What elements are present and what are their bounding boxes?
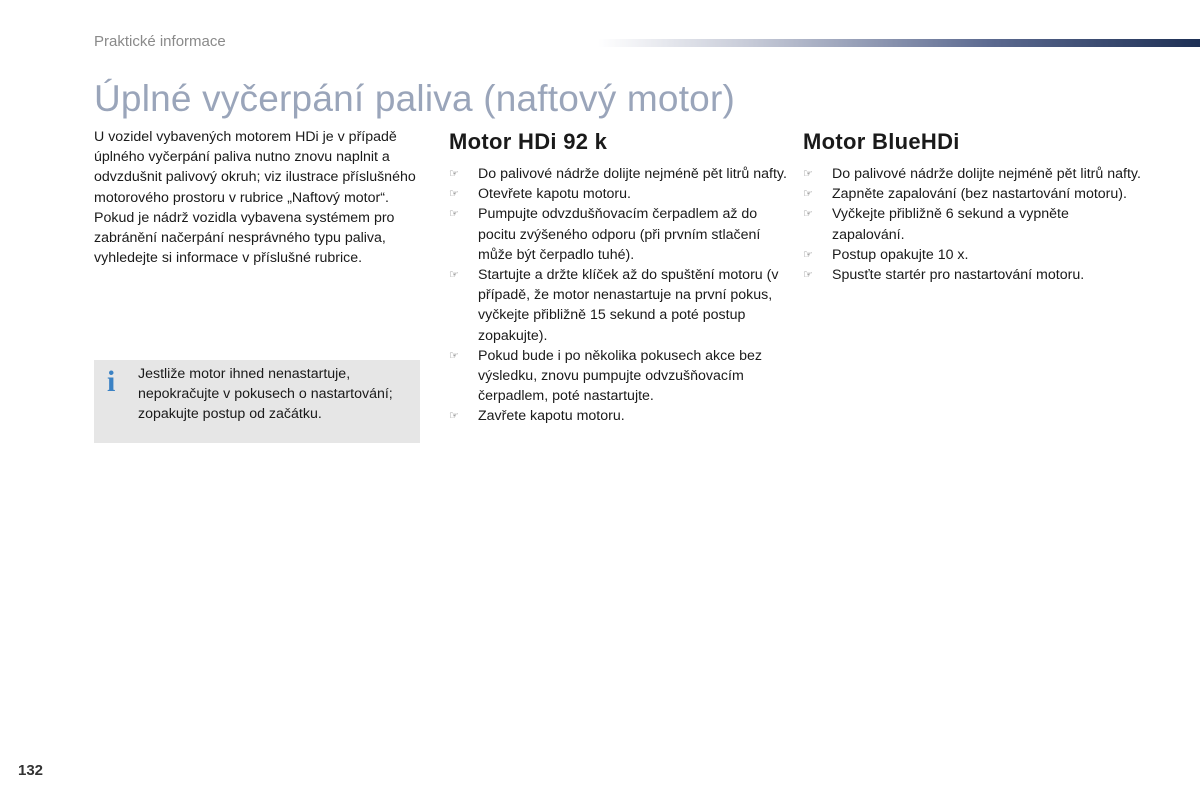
- pointing-hand-icon: ☞: [803, 248, 813, 261]
- step-item: [803, 265, 1143, 285]
- info-note-text: Jestliže motor ihned nenastartuje, nepokračujte v pokusech o nastartování; zopakujte postup od začátku.: [138, 366, 393, 422]
- step-item: [449, 265, 789, 346]
- pointing-hand-icon: ☞: [449, 208, 459, 221]
- pointing-hand-icon: ☞: [449, 349, 459, 362]
- section-title: Motor HDi 92 k: [449, 129, 608, 154]
- intro-paragraph: Pokud je nádrž vozidla vybavena systémem pro zabránění načerpání nesprávného typu paliva, vyhledejte si informace v příslušné rubrice.: [94, 209, 395, 267]
- step-item: [803, 204, 1143, 244]
- step-item: [449, 406, 789, 426]
- intro-text: [94, 127, 434, 268]
- pointing-hand-icon: ☞: [803, 188, 813, 201]
- step-text: Spusťte startér pro nastartování motoru.: [832, 267, 1085, 284]
- pointing-hand-icon: ☞: [803, 269, 813, 282]
- step-text: Startujte a držte klíček až do spuštění motoru (v případě, že motor nenastartuje na první pokus, vyčkejte přibližně 15 sekund a poté postup zopakujte).: [478, 267, 779, 344]
- step-item: [449, 204, 789, 265]
- pointing-hand-icon: ☞: [803, 208, 813, 221]
- section-bluehdi: [803, 127, 1143, 285]
- info-note: [94, 360, 420, 443]
- step-item: [803, 245, 1143, 265]
- section-title: Motor BlueHDi: [803, 129, 960, 154]
- step-list: [449, 164, 789, 427]
- step-text: Pokud bude i po několika pokusech akce bez výsledku, znovu pumpujte odvzušňovacím čerpadlem, poté nastartujte.: [478, 347, 762, 405]
- info-icon: i: [107, 365, 116, 398]
- step-item: [803, 184, 1143, 204]
- page-number: 132: [18, 762, 44, 779]
- section-header: Praktické informace: [94, 33, 226, 50]
- step-text: Vyčkejte přibližně 6 sekund a vypněte zapalování.: [832, 206, 1069, 243]
- pointing-hand-icon: ☞: [803, 168, 813, 180]
- step-item: [803, 164, 1143, 184]
- pointing-hand-icon: ☞: [449, 168, 459, 180]
- header-rule: [598, 39, 1200, 47]
- intro-paragraph: U vozidel vybavených motorem HDi je v případě úplného vyčerpání paliva nutno znovu naplnit a odvzdušnit palivový okruh; viz ilustrace příslušného motorového prostoru v rubrice „Naftový motor“.: [94, 129, 416, 206]
- section-hdi-92: [449, 127, 789, 427]
- step-item: [449, 184, 789, 204]
- step-list: [803, 164, 1143, 285]
- pointing-hand-icon: ☞: [449, 188, 459, 201]
- pointing-hand-icon: ☞: [449, 410, 459, 423]
- pointing-hand-icon: ☞: [449, 269, 459, 282]
- page-title: Úplné vyčerpání paliva (naftový motor): [94, 78, 735, 119]
- step-text: Pumpujte odvzdušňovacím čerpadlem až do pocitu zvýšeného odporu (při prvním stlačení může být čerpadlo tuhé).: [478, 206, 761, 263]
- step-text: Otevřete kapotu motoru.: [478, 186, 631, 203]
- step-text: Do palivové nádrže dolijte nejméně pět litrů nafty.: [478, 166, 787, 182]
- step-text: Zavřete kapotu motoru.: [478, 408, 625, 425]
- step-text: Do palivové nádrže dolijte nejméně pět litrů nafty.: [832, 166, 1141, 182]
- step-text: Postup opakujte 10 x.: [832, 246, 969, 263]
- step-item: [449, 346, 789, 407]
- step-item: [449, 164, 789, 184]
- step-text: Zapněte zapalování (bez nastartování motoru).: [832, 186, 1127, 203]
